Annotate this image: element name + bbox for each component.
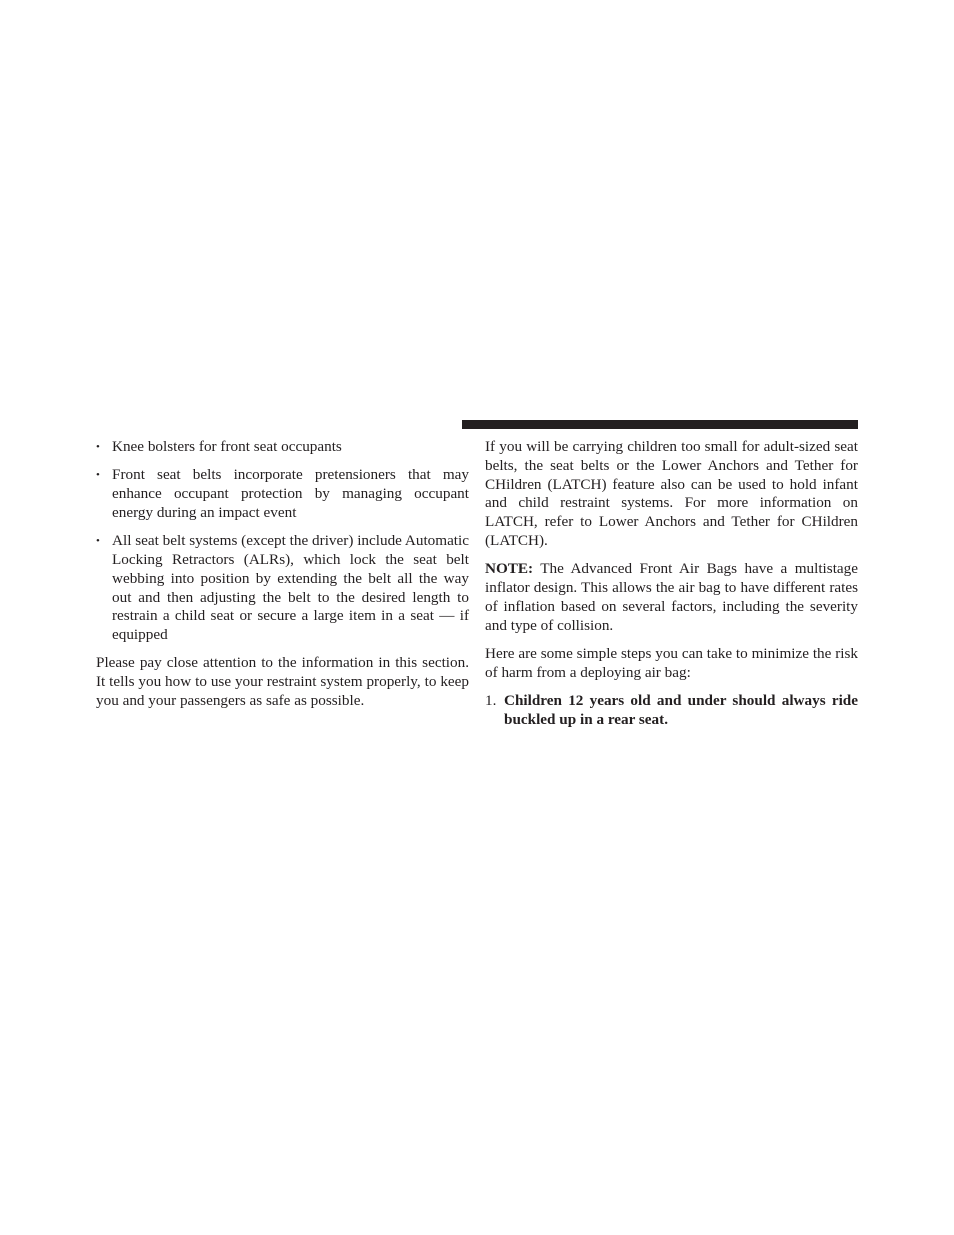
- intro-paragraph: Please pay close attention to the information in this section. It tells you how to use your restraint system properly, to keep you and your passengers as safe as possible.: [96, 654, 469, 710]
- section-header-rule: [462, 420, 858, 429]
- bullet-icon: •: [96, 441, 100, 453]
- note-label: NOTE:: [485, 560, 534, 578]
- note-paragraph: [485, 560, 858, 635]
- bullet-icon: •: [96, 469, 100, 482]
- bullet-text: All seat belt systems (except the driver) include Automatic Locking Retractors (ALRs), which lock the seat belt webbing into position by extending the belt all the way out and then adjusting the belt to the desired length to restrain a child seat or secure a large item in a seat — if equipped: [112, 532, 469, 644]
- bullet-text: Knee bolsters for front seat occupants: [112, 438, 342, 455]
- latch-paragraph: If you will be carrying children too small for adult-sized seat belts, the seat belts or the Lower Anchors and Tether for CHildren (LATCH) feature also can be used to hold infant and child restraint systems. For more information on LATCH, refer to Lower Anchors and Tether for CHildren (LATCH).: [485, 438, 858, 549]
- right-column: [485, 438, 858, 730]
- note-text: The Advanced Front Air Bags have a multistage inflator design. This allows the air bag to have different rates of inflation based on several factors, including the severity and type of collision.: [485, 560, 858, 634]
- list-item: [96, 466, 469, 522]
- feature-bullet-list: [96, 438, 469, 645]
- left-column: [96, 438, 469, 720]
- numbered-step: [485, 692, 858, 730]
- bullet-icon: •: [96, 535, 100, 548]
- step-number: 1.: [485, 692, 497, 710]
- steps-intro-paragraph: Here are some simple steps you can take to minimize the risk of harm from a deploying air bag:: [485, 644, 858, 681]
- list-item: [96, 532, 469, 645]
- bullet-text: Front seat belts incorporate pretensioners that may enhance occupant protection by managing occupant energy during an impact event: [112, 466, 469, 521]
- step-text: Children 12 years old and under should always ride buckled up in a rear seat.: [504, 692, 858, 728]
- list-item: [96, 438, 469, 457]
